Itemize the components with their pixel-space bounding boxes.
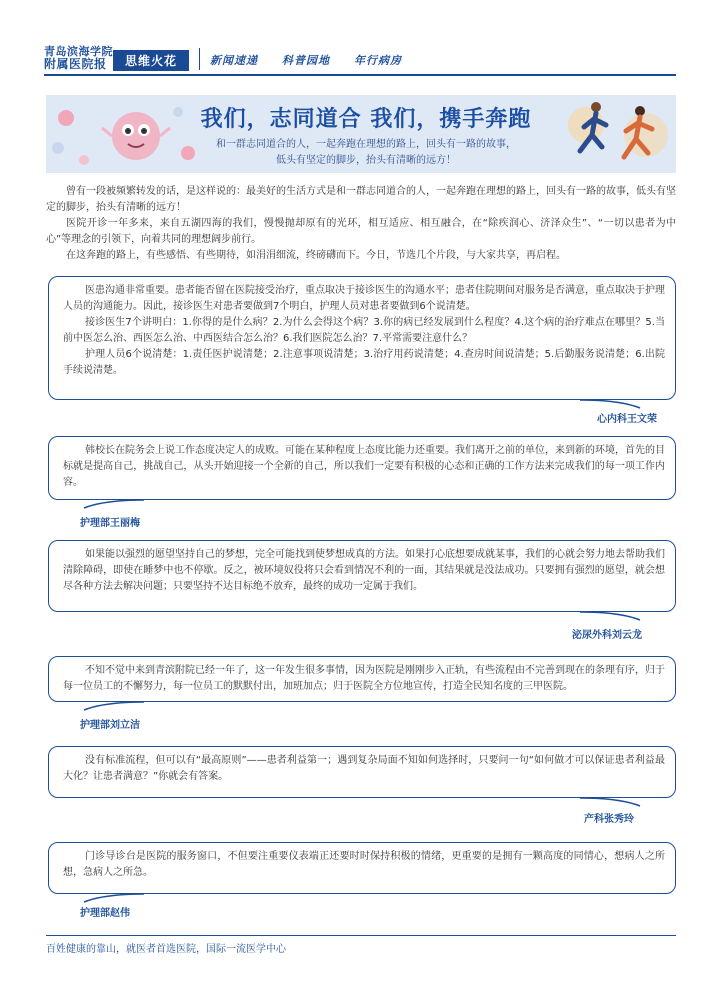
quote-card [48,842,676,894]
banner-subtitle-1: 和一群志同道合的人，一起奔跑在理想的路上，回头有一路的故事， [216,139,516,150]
quote-paragraph: 医患沟通非常重要。患者能否留在医院接受治疗，重点取决于接诊医生的沟通水平；患者住院期间对服务是否满意，重点取决于护理人员的沟通能力。因此，接诊医生对患者要做到7个明白，护理人员对患者要做到6个说清楚。 [63,285,665,312]
quote-author: 心内科王文荣 [597,414,657,425]
card-tail-decoration [48,700,144,712]
quote-author: 护理部赵伟 [80,908,130,919]
newspaper-logo [44,45,113,71]
card-tail-decoration [580,610,676,622]
logo-line-2: 附属医院报 [44,57,107,71]
nav-item-ward[interactable]: 年行病房 [354,54,402,67]
quote-paragraph: 门诊导诊台是医院的服务窗口，不但要注重要仪表端正还要时时保持积极的情绪，更重要的是拥有一颗高度的同情心，想病人之所想，急病人之所急。 [63,851,665,878]
section-tag: 思维火花 [113,50,189,71]
banner-title: 我们，志同道合 我们，携手奔跑 [200,107,532,132]
virus-illustration [48,98,198,173]
card-tail-decoration [580,398,676,410]
quote-card [48,656,676,702]
quote-author: 护理部刘立洁 [80,720,140,731]
intro [46,184,676,264]
header-rule [44,74,676,76]
banner-subtitle-2: 低头有坚定的脚步，抬头有清晰的远方！ [276,155,456,166]
quote-paragraph: 接诊医生7个讲明白：1.你得的是什么病？2.为什么会得这个病？3.你的病已经发展到什么程度？4.这个病的治疗难点在哪里？5.当前中医怎么治、西医怎么治、中西医结合怎么治？6.我们医院怎么治？7.平常需要注意什么？ [63,317,665,344]
quote-paragraph: 韩校长在院务会上说工作态度决定人的成败。可能在某种程度上态度比能力还重要。我们离开之前的单位，来到新的环境，首先的目标就是提高自己，挑战自己，从头开始迎接一个全新的自己，所以我们一定要有积极的心态和正确的工作方法来完成我们的每一项工作内容。 [63,445,665,488]
quote-card [48,276,676,400]
page-footer: 百姓健康的靠山，就医者首选医院，国际一流医学中心 [46,935,676,955]
card-tail-decoration [48,498,144,510]
quote-paragraph: 护理人员6个说清楚：1.责任医护说清楚；2.注意事项说清楚；3.治疗用药说清楚；4.查房时间说清楚；5.后勤服务说清楚；6.出院手续说清楚。 [63,349,665,376]
quote-paragraph: 不知不觉中来到青滨附院已经一年了，这一年发生很多事情，因为医院是刚刚步入正轨，有些流程由不完善到现在的条理有序，归于每一位员工的不懈努力，每一位员工的默默付出，加班加点；归于医院全方位地宣传，打造全民知名度的三甲医院。 [63,665,665,692]
quote-card [48,436,676,500]
header-nav [210,52,402,68]
logo-line-1: 青岛滨海学院 [44,45,113,58]
intro-paragraph-3: 在这奔跑的路上，有些感悟、有些期待，如涓涓细流，终磅礴而下。今日，节选几个片段，与大家共享，再启程。 [66,250,566,261]
quote-author: 护理部王丽梅 [80,518,140,529]
card-tail-decoration [580,796,676,808]
nav-item-science[interactable]: 科普园地 [282,54,330,67]
quote-paragraph: 没有标准流程，但可以有“最高原则”——患者利益第一；遇到复杂局面不知如何选择时，只要问一句“如何做才可以保证患者利益最大化？让患者满意？”你就会有答案。 [63,755,665,782]
page-header [0,0,720,74]
runners-illustration [566,95,676,173]
quote-author: 泌尿外科刘云龙 [572,630,642,641]
card-tail-decoration [48,892,144,904]
nav-item-news[interactable]: 新闻速递 [210,54,258,67]
intro-paragraph-2: 医院开诊一年多来，来自五湖四海的我们，慢慢抛却原有的光环，相互适应、相互融合，在“除疾润心、济泽众生”、“一切以患者为中心”等理念的引领下，向着共同的理想阔步前行。 [46,218,676,245]
banner [46,95,676,173]
quote-paragraph: 如果能以强烈的愿望坚持自己的梦想，完全可能找到使梦想成真的方法。如果打心底想要成就某事，我们的心就会努力地去帮助我们清除障碍，即使在睡梦中也不停歇。反之，被环境奴役将只会看到情况不利的一面，其结果就是没法成功。只要拥有强烈的愿望，就会想尽各种方法去解决问题；只要坚持不达目标绝不放弃，最终的成功一定属于我们。 [63,549,665,592]
intro-paragraph-1: 曾有一段被频繁转发的话，是这样说的：最美好的生活方式是和一群志同道合的人，一起奔跑在理想的路上，回头有一路的故事，低头有坚定的脚步，抬头有清晰的远方！ [46,186,676,213]
header-separator [199,48,200,70]
quote-author: 产科张秀玲 [584,814,634,825]
quote-card [48,540,676,612]
quote-card [48,746,676,798]
